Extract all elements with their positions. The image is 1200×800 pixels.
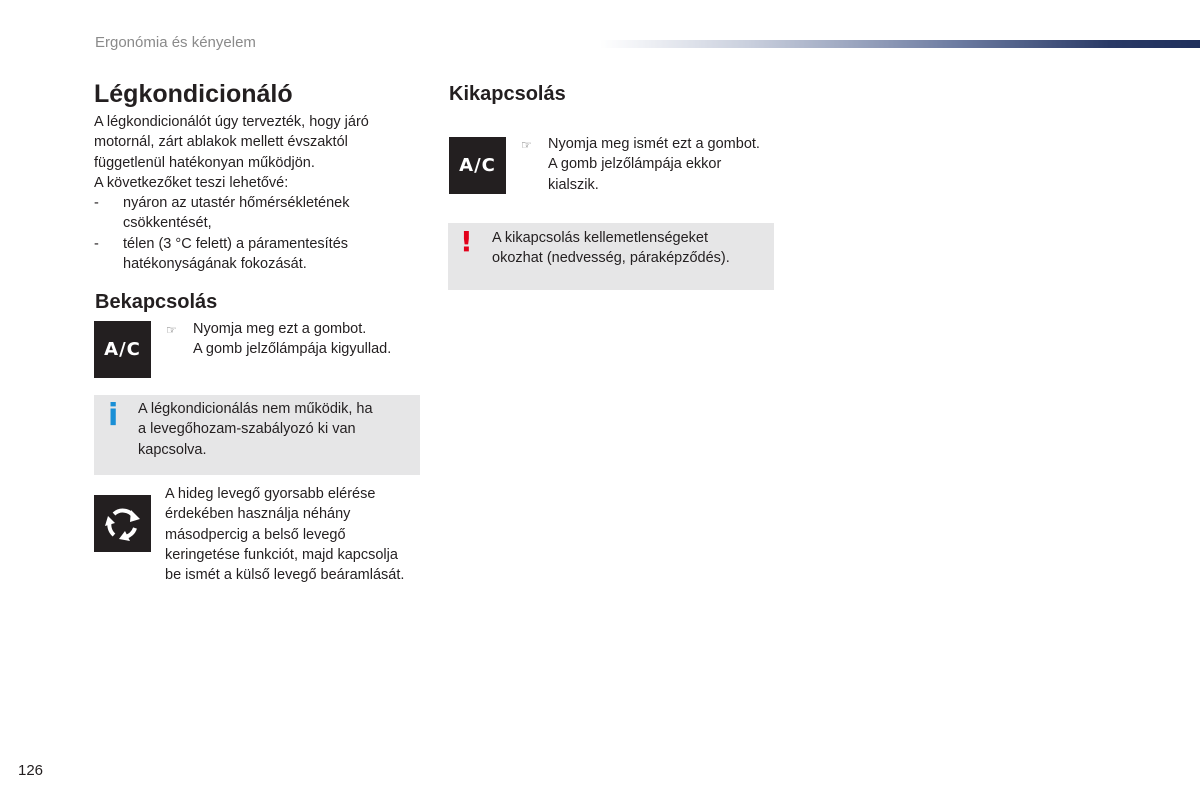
bullet-item	[94, 193, 424, 234]
intro-line: motornál, zárt ablakok mellett évszaktól	[94, 134, 348, 151]
ac-button-icon: A/C	[94, 321, 151, 378]
bullet-line: hatékonyságának fokozását.	[123, 256, 307, 273]
info-line: A légkondicionálás nem működik, ha	[138, 401, 373, 417]
page-title: Légkondicionáló	[94, 80, 293, 108]
warning-icon: !	[460, 225, 473, 258]
bullet-dash: -	[94, 235, 99, 252]
off-section-heading: Kikapcsolás	[449, 83, 566, 105]
info-line: a levegőhozam-szabályozó ki van	[138, 421, 356, 438]
step-line: kialszik.	[548, 176, 599, 193]
intro-line: A következőket teszi lehetővé:	[94, 174, 289, 191]
info-text	[138, 399, 408, 460]
bullet-item	[94, 234, 424, 275]
warning-line: okozhat (nedvesség, páraképződés).	[492, 250, 730, 267]
step-line: Nyomja meg ezt a gombot.	[193, 321, 367, 337]
info-icon: i	[108, 398, 119, 433]
recirc-line: érdekében használja néhány	[165, 506, 351, 523]
warning-line: A kikapcsolás kellemetlenségeket	[492, 230, 709, 246]
info-note	[94, 395, 420, 475]
info-line: kapcsolva.	[138, 441, 207, 458]
step-line: Nyomja meg ismét ezt a gombot.	[548, 136, 760, 152]
on-step	[166, 319, 426, 360]
bullet-line: télen (3 °C felett) a páramentesítés	[123, 235, 349, 252]
pointing-hand-icon: ☞	[166, 323, 177, 337]
off-step	[521, 134, 791, 195]
intro-line: A légkondicionálót úgy tervezték, hogy járó	[94, 114, 369, 130]
recirc-line: be ismét a külső levegő beáramlását.	[165, 567, 405, 584]
step-line: A gomb jelzőlámpája ekkor	[548, 156, 722, 173]
step-line: A gomb jelzőlámpája kigyullad.	[193, 341, 392, 358]
air-recirculation-icon	[94, 495, 151, 552]
ac-button-icon: A/C	[449, 137, 506, 194]
intro-text	[94, 112, 424, 274]
warning-text	[492, 228, 767, 269]
bullet-dash: -	[94, 195, 99, 212]
section-header: Ergonómia és kényelem	[95, 34, 256, 51]
recirc-line: másodpercig a belső levegő	[165, 526, 346, 543]
page-number: 126	[18, 762, 44, 779]
recirc-text	[165, 484, 430, 585]
bullet-line: nyáron az utastér hőmérsékletének	[123, 195, 350, 212]
on-section-heading: Bekapcsolás	[95, 291, 218, 313]
warning-note	[448, 223, 774, 290]
header-gradient-bar	[600, 40, 1200, 48]
pointing-hand-icon: ☞	[521, 138, 532, 152]
recirc-line: A hideg levegő gyorsabb elérése	[165, 486, 376, 502]
recirc-line: keringetése funkciót, majd kapcsolja	[165, 546, 398, 563]
intro-line: függetlenül hatékonyan működjön.	[94, 154, 315, 171]
bullet-line: csökkentését,	[123, 215, 212, 232]
